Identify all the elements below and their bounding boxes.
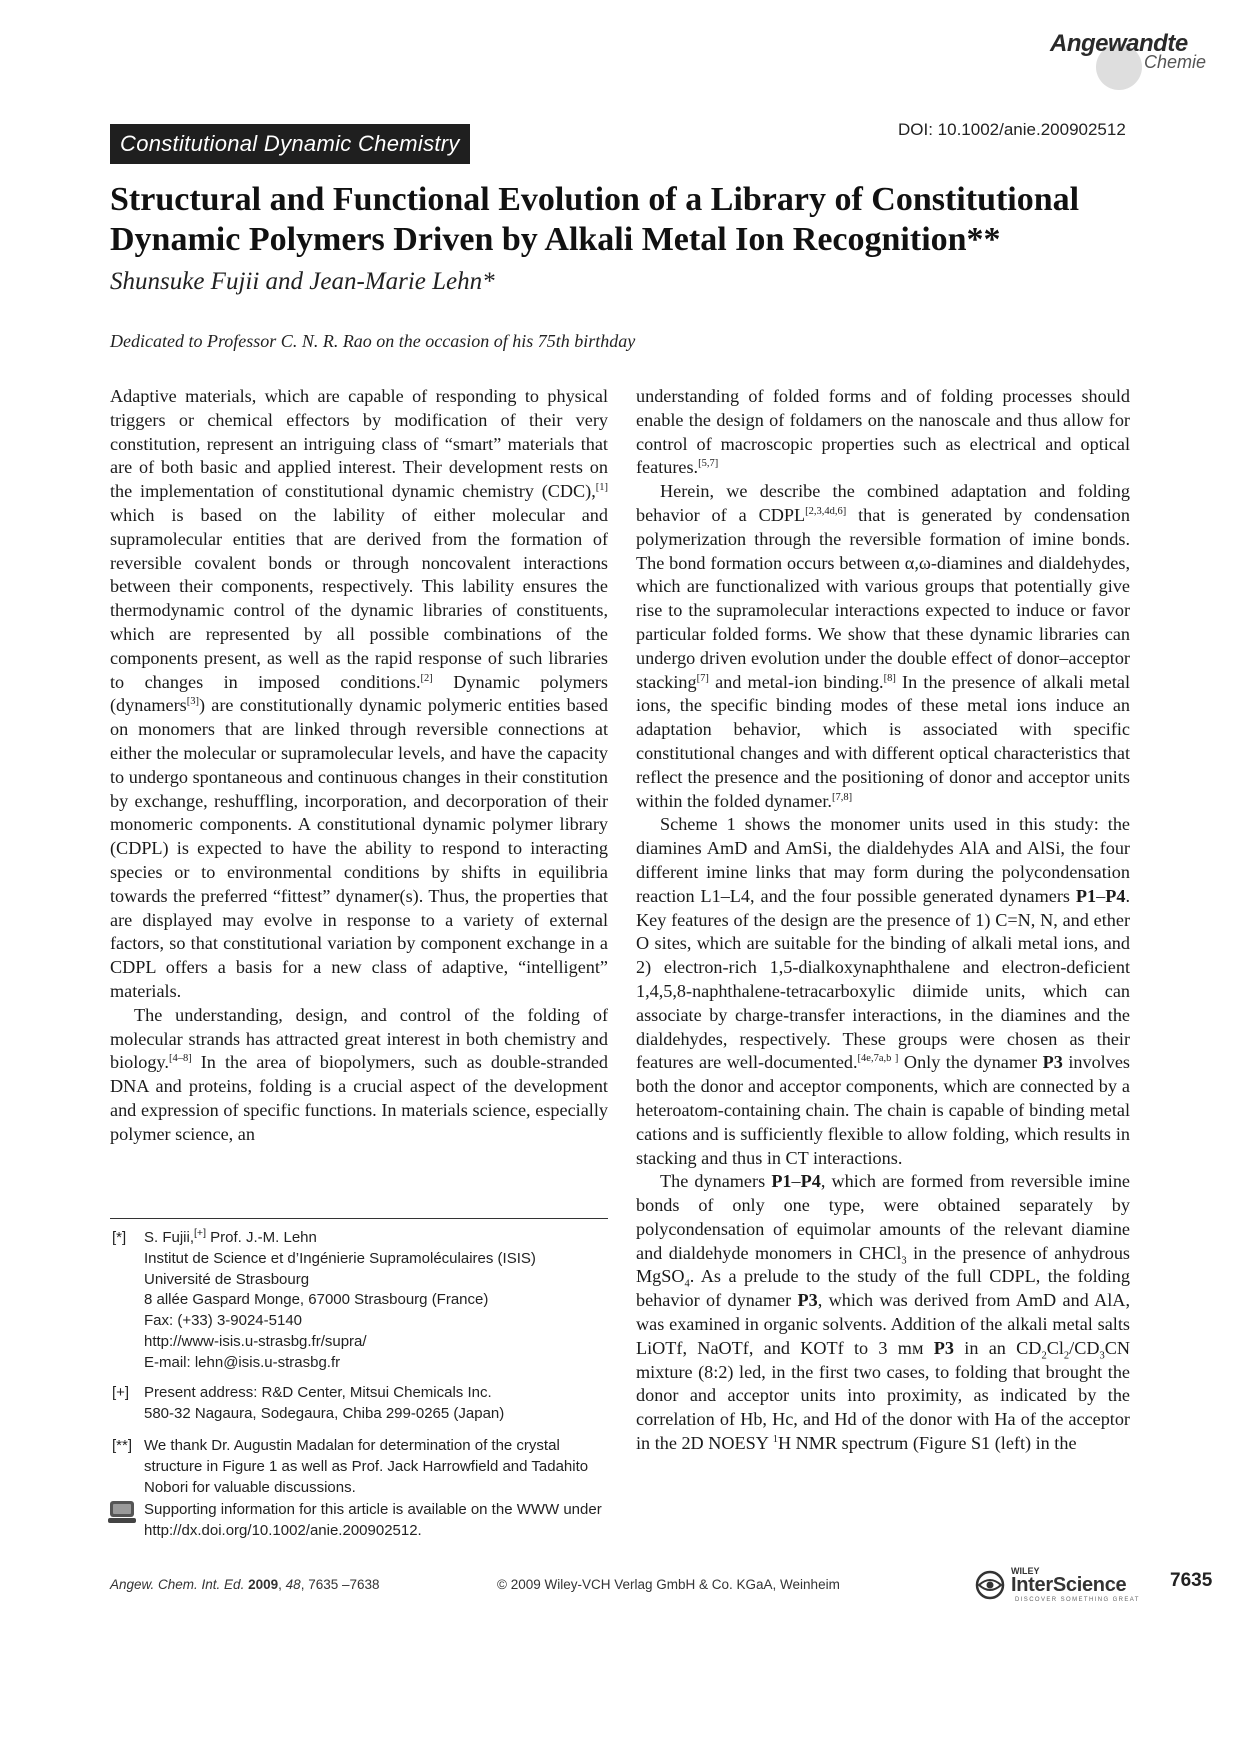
citation[interactable]: [7] [696, 672, 709, 684]
citation[interactable]: [1] [595, 482, 608, 494]
citation[interactable]: [5,7] [698, 458, 719, 470]
footer-citation: Angew. Chem. Int. Ed. 2009, 48, 7635 –7638 [110, 1577, 380, 1592]
paragraph: Adaptive materials, which are capable of responding to physical triggers or chemical effectors by modification of their very constitution, represent an intriguing class of “smart” materials that are of both basic and applied interest. Their development rests on the implementation of constitutional dynamic chemistry (CDC),[1] which is based on the lability of either molecular and supramolecular entities that are derived from the formation of reversible covalent bonds or through noncovalent interactions between their components, respectively. This lability ensures the thermodynamic control of the dynamic libraries of constituents, which are represented by all possible combinations of the components present, as well as the rapid response of such libraries to changes in imposed conditions.[2] Dynamic polymers (dynamers[3]) are constitutionally dynamic polymeric entities based on monomers that are linked through reversible connections at either the molecular or supramolecular levels, and have the capacity to undergo spontaneous and continuous changes in their constitution by exchange, reshuffling, incorporation, and decorporation of their monomeric components. A constitutional dynamic polymer library (CDPL) is expected to have the ability to respond to interacting species or to environmental conditions by shifts in equilibria towards the preferred “fittest” dynamer(s). Thus, the properties that are displayed may evolve in response to a variety of external factors, so that constitutional variation by component exchange in a CDPL offers a basis for a new class of adaptive, “intelligent” materials. [110, 386, 608, 1001]
authors: Shunsuke Fujii and Jean-Marie Lehn* [110, 268, 495, 295]
left-column [110, 385, 608, 1193]
section-label: Constitutional Dynamic Chemistry [110, 124, 470, 164]
citation[interactable]: [4e,7a,b ] [857, 1053, 899, 1065]
logo-sub-text: Chemie [1144, 52, 1207, 72]
publisher-small-text: WILEY [1011, 1566, 1040, 1576]
citation[interactable]: [8] [883, 672, 896, 684]
footnote-divider [110, 1218, 608, 1219]
paragraph: The dynamers P1–P4, which are formed from reversible imine bonds of only one type, were obtained separately by polycondensation of equimolar amounts of the relevant diamine and dialdehyde monomers in CHCl$_3$ in the presence of anhydrous MgSO$_4$. As a prelude to the study of the full CDPL, the folding behavior of dynamer P3, which was derived from AmD and AlA, was examined in organic solvents. Addition of the alkali metal salts LiOTf, NaOTf, and KOTf to 3 mᴍ P3 in an $CD_2Cl_2/CD_3CN$ mixture (8:2) led, in the first two cases, to folding that brought the donor and acceptor units into proximity, as indicated by the correlation of Hb, Hc, and Hd of the donor with Ha of the acceptor in the 2D NOESY $^1$H NMR spectrum (Figure S1 (left) in the [636, 1171, 1130, 1454]
citation[interactable]: [4–8] [168, 1053, 192, 1065]
citation[interactable]: [7,8] [831, 791, 853, 803]
paragraph: Scheme 1 shows the monomer units used in this study: the diamines AmD and AmSi, the dialdehydes AlA and AlSi, the four different imine links that may form during the polycondensation reaction L1–L4, and the four possible generated dynamers P1–P4. Key features of the design are the presence of 1) C=N, N, and ether O sites, which are suitable for the binding of alkali metal ions, and 2) electron-rich 1,5-dialkoxynaphthalene and electron-deficient 1,4,5,8-naphthalene-tetracarboxylic diimide units, which can associate by charge-transfer interactions, in the diamines and the dialdehydes, respectively. These groups were chosen as their features are well-documented.[4e,7a,b ] Only the dynamer P3 involves both the donor and acceptor components, which are connected by a heteroatom-containing chain. The chain is capable of binding metal cations and is sufficiently flexible to allow folding, which results in stacking and thus in CT interactions. [636, 814, 1130, 1168]
supporting-info-text[interactable]: Supporting information for this article is available on the WWW under http://dx.doi.org/10.1002/anie.200902512. [144, 1501, 602, 1539]
right-column [636, 385, 1130, 1545]
interscience-globe-icon [975, 1570, 1005, 1600]
footnote-acknowledgement: [**] We thank Dr. Augustin Madalan for determination of the crystal structure in Figure 1 as well as Prof. Jack Harrowfield and Tadahito Nobori for valuable discussions. [112, 1437, 589, 1496]
email-link[interactable]: E-mail: lehn@isis.u-strasbg.fr [144, 1353, 341, 1371]
footnote-present-address: [+] Present address: R&D Center, Mitsui Chemicals Inc. 580-32 Nagaura, Sodegaura, Chiba 299-0265 (Japan) [112, 1384, 505, 1422]
page-number: 7635 [1170, 1570, 1213, 1591]
footnote-supporting-info [112, 1500, 612, 1546]
journal-logo [1030, 30, 1220, 90]
publisher-tagline: DISCOVER SOMETHING GREAT [1015, 1597, 1140, 1603]
dedication: Dedicated to Professor C. N. R. Rao on the occasion of his 75th birthday [110, 331, 636, 351]
footnote-affiliation: [*] S. Fujii,[+] Prof. J.-M. Lehn Institut de Science et d’Ingénierie Supramoléculaires (ISIS) Université de Strasbourg 8 allée Gaspard Monge, 67000 Strasbourg (France) Fax: (+33) 3-9024-5140 http://www-isis.u-strasbg.fr/supra/ E-mail: lehn@isis.u-strasbg.fr [112, 1228, 612, 1378]
footer-copyright: © 2009 Wiley-VCH Verlag GmbH & Co. KGaA, Weinheim [497, 1577, 840, 1592]
paragraph: Herein, we describe the combined adaptation and folding behavior of a CDPL[2,3,4d,6] that is generated by condensation polymerization through the reversible formation of imine bonds. The bond formation occurs between α,ω-diamines and dialdehydes, which are functionalized with various groups that potentially give rise to the supramolecular interactions expected to induce or favor particular folded forms. We show that these dynamic libraries can undergo driven evolution under the double effect of donor–acceptor stacking[7] and metal-ion binding.[8] In the presence of alkali metal ions, the specific binding modes of these metal ions induce an adaptation behavior, which is associated with specific constitutional changes and with different optical characteristics that reflect the presence and the positioning of donor and acceptor units within the folded dynamer.[7,8] [636, 481, 1130, 811]
citation[interactable]: [2] [420, 672, 433, 684]
paragraph: The understanding, design, and control of the folding of molecular strands has attracted great interest in both chemistry and biology.[4–8] In the area of biopolymers, such as double-stranded DNA and proteins, folding is a crucial aspect of the development and expression of specific functions. In materials science, especially polymer science, an [110, 1004, 608, 1144]
citation[interactable]: [2,3,4d,6] [805, 505, 847, 517]
publisher-logo [975, 1566, 1175, 1606]
article-title: Structural and Functional Evolution of a Library of Constitutional Dynamic Polymers Driven by Alkali Metal Ion Recognition** [110, 181, 1080, 258]
footnote-mark: [**] [112, 1437, 133, 1454]
citation[interactable]: [3] [186, 696, 200, 708]
computer-icon [108, 1500, 136, 1524]
homepage-link[interactable]: http://www-isis.u-strasbg.fr/supra/ [144, 1332, 367, 1350]
doi: DOI: 10.1002/anie.200902512 [898, 120, 1126, 139]
footnote-mark: [*] [112, 1229, 127, 1246]
footnote-mark: [+] [112, 1384, 130, 1401]
logo-main-text: Angewandte [1050, 30, 1188, 57]
publisher-main-text: InterScience [1011, 1574, 1127, 1596]
paragraph: understanding of folded forms and of folding processes should enable the design of foldamers on the nanoscale and thus allow for control of macroscopic properties such as electrical and optical features.[5,7] [636, 386, 1130, 478]
